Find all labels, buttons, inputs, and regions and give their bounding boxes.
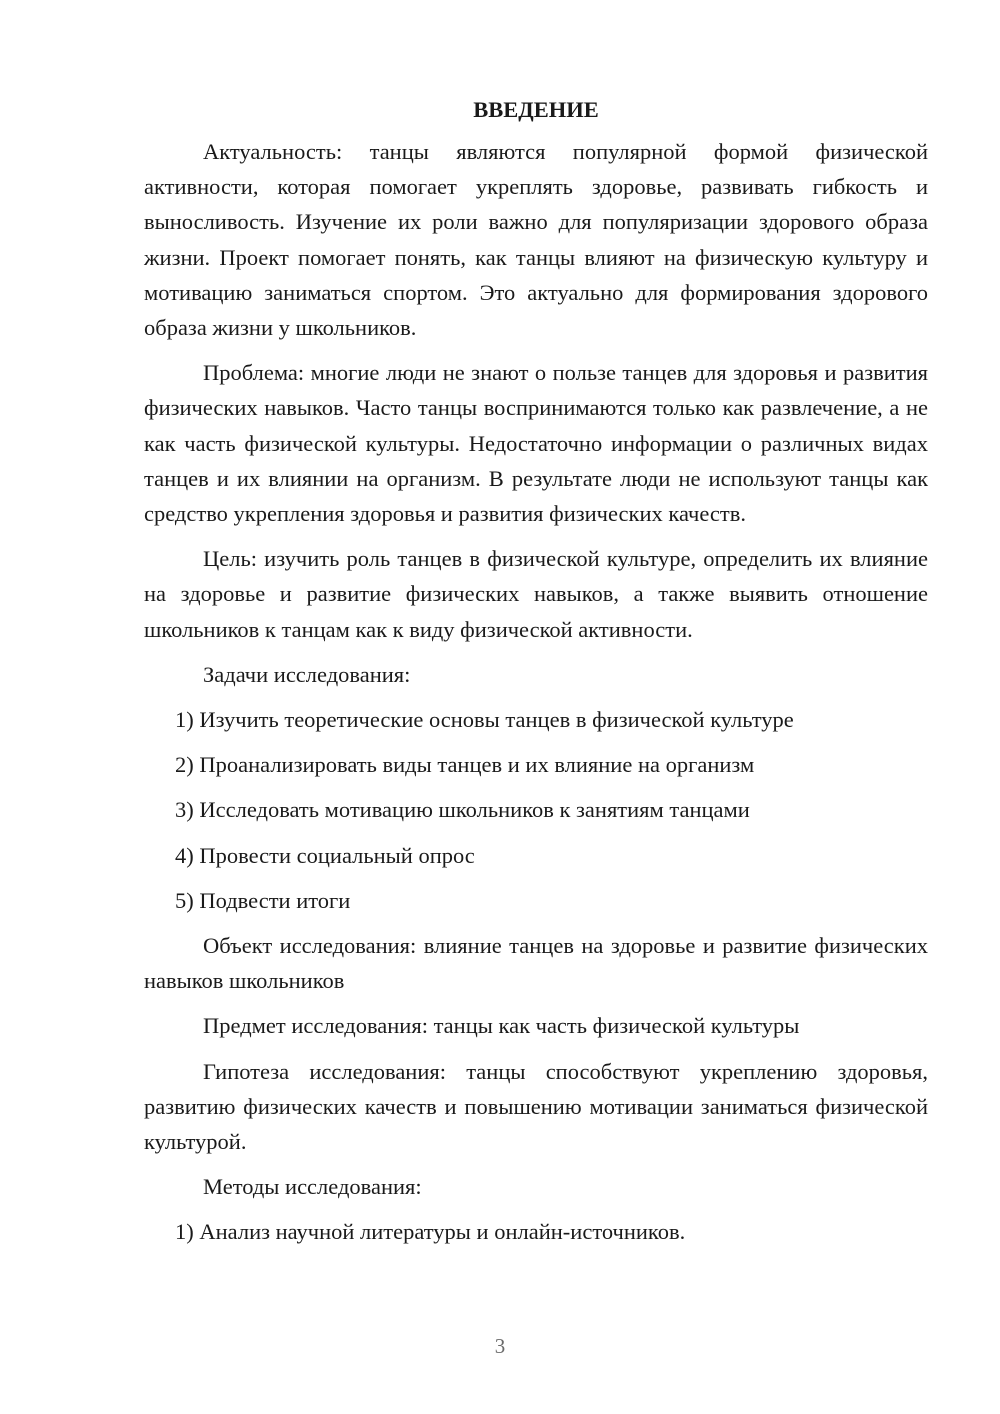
task-item-2: 2) Проанализировать виды танцев и их влияние на организм: [175, 752, 755, 778]
object-paragraph: Объект исследования: влияние танцев на здоровье и развитие физических навыков школьников: [144, 933, 928, 994]
page-number: 3: [494, 1334, 506, 1358]
relevance-paragraph: Актуальность: танцы являются популярной формой физической активности, которая помогает укреплять здоровье, развивать гибкость и выносливость. Изучение их роли важно для популяризации здорового образа жизни. Проект помогает понять, как танцы влияют на физическую культуру и мотивацию заниматься спортом. Это актуально для формирования здорового образа жизни у школьников.: [144, 139, 928, 341]
task-item-3: 3) Исследовать мотивацию школьников к занятиям танцами: [175, 797, 750, 823]
tasks-heading: Задачи исследования:: [203, 661, 411, 687]
hypothesis-paragraph: Гипотеза исследования: танцы способствуют укреплению здоровья, развитию физических качеств и повышению мотивации заниматься физической культурой.: [144, 1058, 928, 1155]
methods-heading: Методы исследования:: [203, 1174, 422, 1200]
subject-paragraph: Предмет исследования: танцы как часть физической культуры: [203, 1013, 800, 1039]
document-page: [144, 92, 928, 1260]
task-item-4: 4) Провести социальный опрос: [175, 842, 475, 868]
goal-paragraph: Цель: изучить роль танцев в физической культуре, определить их влияние на здоровье и развитие физических навыков, а также выявить отношение школьников к танцам как к виду физической активности.: [144, 546, 928, 642]
task-item-5: 5) Подвести итоги: [175, 887, 351, 913]
problem-paragraph: Проблема: многие люди не знают о пользе танцев для здоровья и развития физических навыков. Часто танцы воспринимаются только как развлечение, а не как часть физической культуры. Недостаточно информации о различных видах танцев и их влиянии на организм. В результате люди не используют танцы как средство укрепления здоровья и развития физических качеств.: [144, 360, 928, 527]
section-heading: ВВЕДЕНИЕ: [473, 97, 599, 122]
task-item-1: 1) Изучить теоретические основы танцев в физической культуре: [175, 707, 794, 733]
method-item-1: 1) Анализ научной литературы и онлайн-источников.: [175, 1219, 686, 1245]
